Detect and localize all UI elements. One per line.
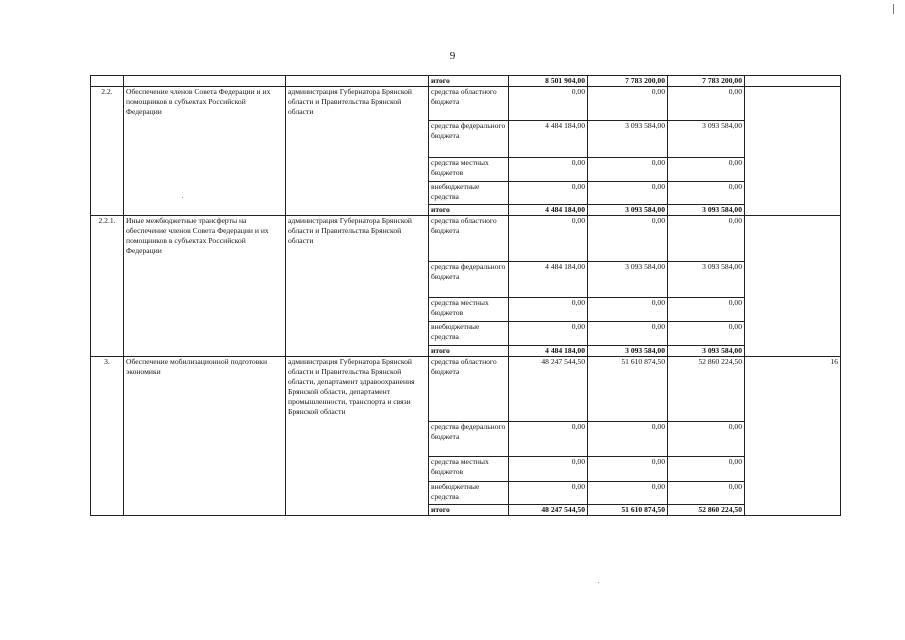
value-cell: 0,00 [588,457,668,482]
last-cell [745,87,841,216]
no-cell [91,76,124,87]
value-cell: 7 783 200,00 [668,76,745,87]
value-cell: 0,00 [509,482,588,505]
value-cell: 52 860 224,50 [668,505,745,516]
value-cell: 4 484 184,00 [509,346,588,357]
source-cell: итого [429,505,509,516]
name-cell: Иные межбюджетные трансферты на обеспечение членов Совета Федерации и их помощников в субъектах Российской Федерации [124,216,286,357]
source-cell: средства федерального бюджета [429,262,509,298]
source-cell: итого [429,76,509,87]
value-cell: 0,00 [668,87,745,121]
value-cell: 0,00 [588,482,668,505]
last-cell [745,216,841,357]
last-cell [745,76,841,87]
value-cell: 4 484 184,00 [509,121,588,158]
value-cell: 0,00 [588,298,668,322]
value-cell: 48 247 544,50 [509,357,588,422]
executor-cell: администрация Губернатора Брянской области и Правительства Брянской области [286,87,429,216]
value-cell: 8 501 904,00 [509,76,588,87]
value-cell: 0,00 [588,158,668,182]
budget-row [91,216,841,262]
value-cell: 3 093 584,00 [668,346,745,357]
scan-speck [598,582,599,583]
value-cell: 0,00 [668,158,745,182]
value-cell: 7 783 200,00 [588,76,668,87]
scan-edge-mark [893,4,894,14]
executor-cell: администрация Губернатора Брянской области и Правительства Брянской области [286,216,429,357]
value-cell: 0,00 [588,87,668,121]
value-cell: 52 860 224,50 [668,357,745,422]
value-cell: 3 093 584,00 [668,262,745,298]
value-cell: 0,00 [668,422,745,457]
value-cell: 0,00 [509,457,588,482]
source-cell: средства областного бюджета [429,216,509,262]
budget-table [90,75,841,516]
value-cell: 0,00 [668,182,745,205]
source-cell: средства местных бюджетов [429,298,509,322]
value-cell: 0,00 [509,182,588,205]
value-cell: 0,00 [509,158,588,182]
value-cell: 3 093 584,00 [588,346,668,357]
name-cell: Обеспечение членов Совета Федерации и их помощников в субъектах Российской Федерации [124,87,286,216]
scan-speck [182,197,183,198]
value-cell: 0,00 [668,457,745,482]
source-cell: средства местных бюджетов [429,158,509,182]
source-cell: средства федерального бюджета [429,422,509,457]
value-cell: 3 093 584,00 [588,205,668,216]
value-cell: 3 093 584,00 [668,205,745,216]
source-cell: итого [429,205,509,216]
source-cell: внебюджетные средства [429,182,509,205]
no-cell: 3. [91,357,124,516]
value-cell: 0,00 [588,216,668,262]
value-cell: 0,00 [588,322,668,346]
value-cell: 3 093 584,00 [588,262,668,298]
source-cell: внебюджетные средства [429,322,509,346]
value-cell: 4 484 184,00 [509,262,588,298]
carryover-total-row [91,76,841,87]
no-cell: 2.2.1. [91,216,124,357]
value-cell: 0,00 [509,322,588,346]
value-cell: 4 484 184,00 [509,205,588,216]
name-cell [124,76,286,87]
source-cell: средства областного бюджета [429,357,509,422]
value-cell: 0,00 [509,216,588,262]
value-cell: 51 610 874,50 [588,357,668,422]
executor-cell: администрация Губернатора Брянской области и Правительства Брянской области, департамент здравоохранения Брянской области, департамент промышленности, транспорта и связи Брянской области [286,357,429,516]
source-cell: итого [429,346,509,357]
name-cell: Обеспечение мобилизационной подготовки экономики [124,357,286,516]
source-cell: средства областного бюджета [429,87,509,121]
no-cell: 2.2. [91,87,124,216]
value-cell: 51 610 874,50 [588,505,668,516]
budget-row [91,357,841,422]
value-cell: 0,00 [509,298,588,322]
executor-cell [286,76,429,87]
source-cell: внебюджетные средства [429,482,509,505]
value-cell: 3 093 584,00 [588,121,668,158]
value-cell: 0,00 [509,87,588,121]
source-cell: средства местных бюджетов [429,457,509,482]
value-cell: 48 247 544,50 [509,505,588,516]
value-cell: 0,00 [668,322,745,346]
value-cell: 0,00 [668,482,745,505]
value-cell: 3 093 584,00 [668,121,745,158]
value-cell: 0,00 [668,216,745,262]
value-cell: 0,00 [509,422,588,457]
value-cell: 0,00 [588,422,668,457]
value-cell: 0,00 [588,182,668,205]
budget-row [91,87,841,121]
page-number: 9 [449,50,456,62]
value-cell: 0,00 [668,298,745,322]
source-cell: средства федерального бюджета [429,121,509,158]
last-cell: 16 [745,357,841,516]
